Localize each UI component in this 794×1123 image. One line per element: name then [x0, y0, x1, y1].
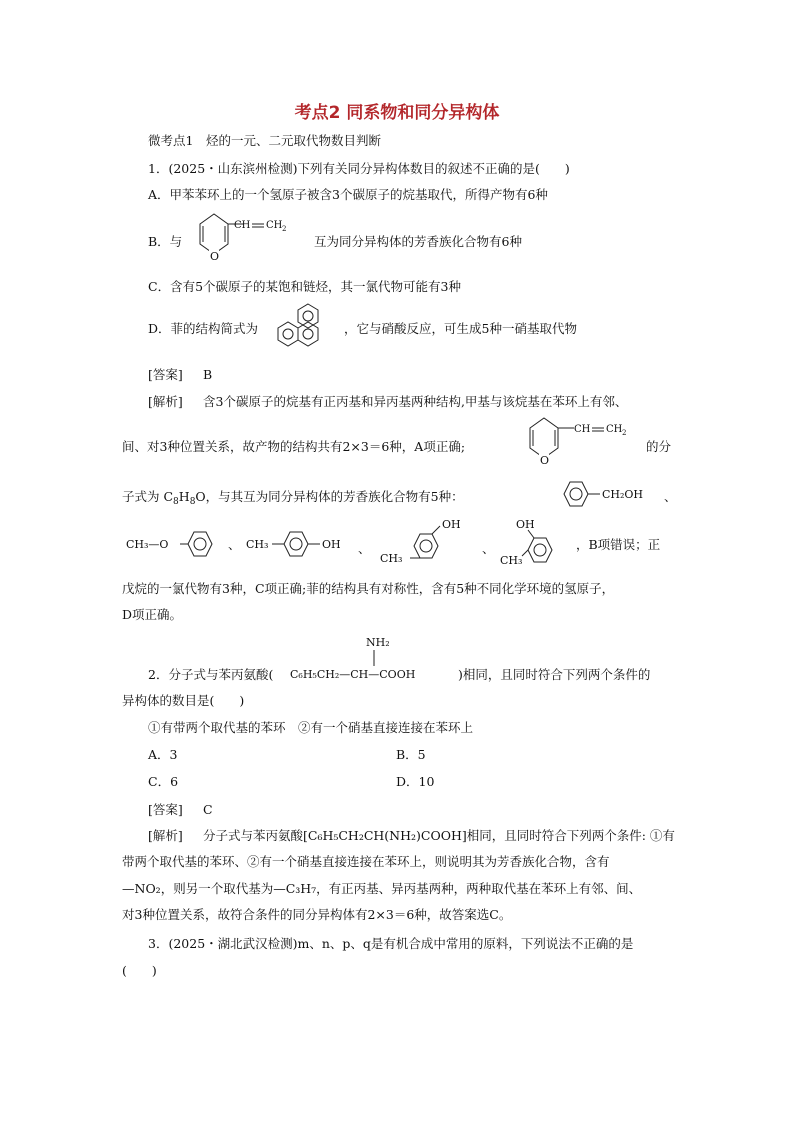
svg-text:CH: CH	[574, 424, 591, 435]
q1-option-c: C．含有5个碳原子的某饱和链烃，其一氯代物可能有3种	[148, 279, 461, 294]
q2-option-a: A．3	[148, 747, 178, 762]
svg-text:CH₃—O: CH₃—O	[126, 538, 169, 551]
svg-text:CH: CH	[606, 424, 623, 435]
q3-stem-line1: 3．(2025・湖北武汉检测)m、n、p、q是有机合成中常用的原料，下列说法不正确的是	[148, 936, 634, 951]
oxygen-label: O	[210, 250, 220, 263]
q1-option-b-suffix: 互为同分异构体的芳香族化合物有6种	[314, 234, 522, 249]
svg-text:OH: OH	[322, 538, 341, 551]
svg-text:CH₃: CH₃	[246, 538, 269, 551]
q2-option-b: B．5	[396, 747, 426, 762]
separator-3: 、	[482, 541, 495, 556]
q2-analysis-line1: 分子式与苯丙氨酸[C₆H₅CH₂CH(NH₂)COOH]相同，且同时符合下列两个条件: ①有	[203, 828, 675, 843]
benzyl-alcohol-structure	[556, 478, 666, 512]
pyran-vinyl-structure-2	[520, 412, 645, 474]
q2-answer-label: [答案]	[148, 802, 183, 817]
q1-answer-label: [答案]	[148, 367, 183, 382]
q1-stem: 1．(2025・山东滨州检测)下列有关同分异构体数目的叙述不正确的是( )	[148, 161, 570, 176]
q2-option-d: D．10	[396, 774, 435, 789]
svg-text:CH₂OH: CH₂OH	[602, 488, 644, 501]
q2-stem-prefix: 2．分子式与苯丙氨酸(	[148, 667, 274, 682]
o-cresol-structure	[498, 514, 578, 570]
q1-analysis-line2-tail: 的分	[646, 439, 672, 454]
q1-analysis-line3: 子式为 $C_8H_8O$，与其互为同分异构体的芳香族化合物有5种：	[122, 489, 464, 507]
q2-stem-line2: 异构体的数目是( )	[122, 693, 245, 708]
svg-text:2: 2	[622, 429, 627, 437]
svg-text:C₆H₅CH₂—CH—COOH: C₆H₅CH₂—CH—COOH	[290, 668, 416, 681]
svg-text:CH: CH	[234, 220, 251, 231]
q2-option-c: C．6	[148, 774, 179, 789]
svg-text:CH₃: CH₃	[380, 552, 403, 565]
p-cresol-structure	[246, 528, 356, 562]
phenylalanine-structure	[290, 634, 460, 686]
q1-option-d-suffix: ，它与硝酸反应，可生成5种一硝基取代物	[344, 321, 577, 336]
q2-conditions: ①有带两个取代基的苯环 ②有一个硝基直接连接在苯环上	[148, 720, 474, 735]
q1-option-a: A．甲苯苯环上的一个氢原子被含3个碳原子的烷基取代，所得产物有6种	[148, 187, 548, 202]
section-subtitle: 微考点1 烃的一元、二元取代物数目判断	[148, 133, 381, 148]
q1-option-d-prefix: D．菲的结构简式为	[148, 321, 259, 336]
methyl-phenyl-ether-structure	[126, 528, 221, 562]
q1-analysis-line6: D项正确。	[122, 607, 183, 622]
svg-text:O: O	[540, 454, 550, 467]
svg-text:CH: CH	[266, 220, 283, 231]
m-cresol-structure	[378, 516, 478, 568]
q1-analysis-line5: 戊烷的一氯代物有3种，C项正确;菲的结构具有对称性，含有5种不同化学环境的氢原子，	[122, 581, 615, 596]
q1-analysis-line1: 含3个碳原子的烷基有正丙基和异丙基两种结构,甲基与该烷基在苯环上有邻、	[203, 394, 628, 409]
svg-text:CH₃: CH₃	[500, 554, 523, 567]
svg-text:OH: OH	[442, 518, 461, 531]
phenanthrene-structure	[268, 300, 340, 356]
q1-option-b-prefix: B．与	[148, 234, 183, 249]
q2-answer: C	[203, 802, 213, 817]
q2-analysis-line2: 带两个取代基的苯环、②有一个硝基直接连接在苯环上，则说明其为芳香族化合物，含有	[122, 854, 610, 869]
q2-stem-suffix: )相同，且同时符合下列两个条件的	[458, 667, 651, 682]
svg-text:NH₂: NH₂	[366, 636, 390, 649]
q1-analysis-line2: 间、对3种位置关系，故产物的结构共有2×3＝6种，A项正确;	[122, 439, 466, 454]
separator: 、	[664, 489, 677, 504]
q1-analysis-label: [解析]	[148, 394, 183, 409]
page-title: 考点2 同系物和同分异构体	[294, 103, 500, 123]
q2-analysis-line4: 对3种位置关系，故符合条件的同分异构体有2×3＝6种，故答案选C。	[122, 907, 512, 922]
separator-1: 、	[228, 537, 241, 552]
q1-answer: B	[203, 367, 213, 382]
svg-text:2: 2	[282, 225, 287, 233]
separator-2: 、	[358, 541, 371, 556]
q3-stem-line2: ( )	[122, 963, 157, 978]
svg-text:OH: OH	[516, 518, 535, 531]
q1-analysis-line4-tail: ，B项错误；正	[576, 537, 661, 552]
q2-analysis-label: [解析]	[148, 828, 183, 843]
q2-analysis-line3: —NO₂，则另一个取代基为—C₃H₇，有正丙基、异丙基两种，两种取代基在苯环上有邻、间、	[122, 881, 642, 896]
pyran-vinyl-structure	[190, 208, 310, 270]
